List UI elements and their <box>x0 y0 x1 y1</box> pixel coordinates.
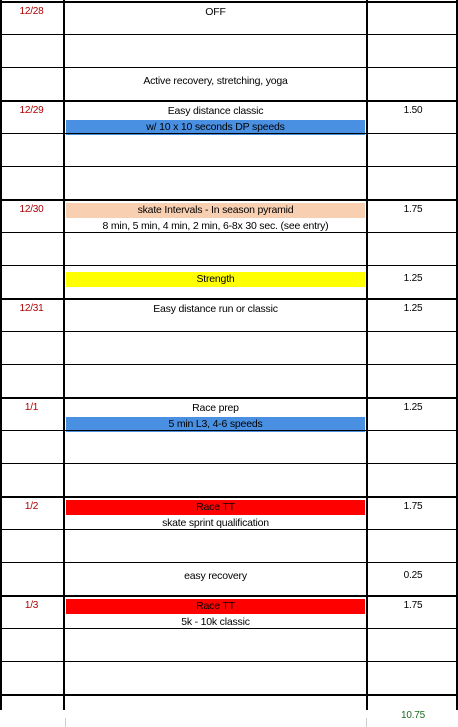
row-divider <box>0 628 458 629</box>
row-divider <box>0 661 458 662</box>
workout-cell[interactable] <box>65 498 366 531</box>
row-divider <box>0 562 458 563</box>
hours-cell[interactable] <box>368 300 458 333</box>
schedule-row <box>0 496 458 531</box>
schedule-row <box>0 100 458 135</box>
row-divider <box>0 166 458 167</box>
date-label: 1/3 <box>24 600 39 611</box>
schedule-row <box>0 232 458 265</box>
schedule-row <box>0 430 458 463</box>
hours-cell[interactable] <box>368 661 458 694</box>
hours-cell[interactable] <box>368 562 458 595</box>
workout-cell[interactable] <box>65 232 366 265</box>
workout-cell[interactable] <box>65 201 366 234</box>
hours-cell[interactable] <box>368 34 458 67</box>
schedule-row <box>0 529 458 562</box>
schedule-row <box>0 562 458 595</box>
hours-value: 1.75 <box>403 501 423 512</box>
hours-cell[interactable] <box>368 166 458 199</box>
hours-value: 1.25 <box>403 402 423 413</box>
schedule-row <box>0 166 458 199</box>
workout-cell[interactable] <box>65 399 366 432</box>
hours-cell[interactable] <box>368 331 458 364</box>
row-divider <box>0 463 458 464</box>
schedule-row <box>0 628 458 661</box>
total-hours-cell[interactable] <box>368 710 458 727</box>
workout-line-1: Active recovery, stretching, yoga <box>143 75 288 87</box>
total-hours: 10.75 <box>400 710 426 721</box>
hours-cell[interactable] <box>368 628 458 661</box>
workout-cell[interactable] <box>65 364 366 397</box>
date-cell[interactable] <box>0 399 63 432</box>
gridline-stub <box>366 718 367 727</box>
workout-line-1: Race prep <box>192 402 239 414</box>
schedule-row <box>0 67 458 100</box>
hours-value: 1.75 <box>403 204 423 215</box>
hours-cell[interactable] <box>368 430 458 463</box>
date-cell[interactable] <box>0 300 63 333</box>
hours-value: 1.50 <box>403 105 423 116</box>
workout-line-1: Race TT <box>196 600 235 612</box>
hours-cell[interactable] <box>368 133 458 166</box>
row-divider <box>0 364 458 365</box>
row-divider <box>0 232 458 233</box>
row-divider <box>0 67 458 68</box>
date-cell[interactable] <box>0 430 63 463</box>
total-row <box>0 710 458 727</box>
schedule-row <box>0 661 458 696</box>
row-divider <box>0 430 458 431</box>
schedule-row <box>0 595 458 630</box>
workout-cell[interactable] <box>65 463 366 496</box>
column-divider <box>0 0 2 710</box>
workout-line-2: 8 min, 5 min, 4 min, 2 min, 6-8x 30 sec. (see entry) <box>102 220 329 232</box>
row-divider <box>0 529 458 530</box>
row-divider <box>0 331 458 332</box>
date-cell[interactable] <box>0 628 63 661</box>
date-cell[interactable] <box>0 529 63 562</box>
hours-cell[interactable] <box>368 364 458 397</box>
hours-cell[interactable] <box>368 463 458 496</box>
hours-cell[interactable] <box>368 67 458 100</box>
schedule-row <box>0 1 458 36</box>
date-cell[interactable] <box>0 364 63 397</box>
schedule-row <box>0 397 458 432</box>
hours-cell[interactable] <box>368 265 458 298</box>
workout-cell[interactable] <box>65 300 366 333</box>
workout-line-1: Strength <box>196 273 235 285</box>
workout-cell[interactable] <box>65 430 366 463</box>
workout-cell[interactable] <box>65 67 366 100</box>
date-label: 1/1 <box>24 402 39 413</box>
hours-cell[interactable] <box>368 399 458 432</box>
schedule-row <box>0 463 458 496</box>
schedule-row <box>0 364 458 397</box>
row-divider <box>0 265 458 266</box>
schedule-row <box>0 199 458 234</box>
workout-line-1: Easy distance classic <box>167 105 264 117</box>
hours-value: 1.25 <box>403 303 423 314</box>
gridline-stub <box>65 718 66 727</box>
workout-cell[interactable] <box>65 3 366 36</box>
hours-cell[interactable] <box>368 597 458 630</box>
hours-cell[interactable] <box>368 232 458 265</box>
date-cell[interactable] <box>0 166 63 199</box>
workout-cell[interactable] <box>65 628 366 661</box>
column-divider <box>366 0 368 710</box>
row-divider <box>0 133 458 134</box>
date-cell[interactable] <box>0 661 63 694</box>
workout-line-1: Race TT <box>196 501 235 513</box>
workout-cell[interactable] <box>65 133 366 166</box>
hours-value: 1.75 <box>403 600 423 611</box>
date-label: 1/2 <box>24 501 39 512</box>
workout-line-2: 5 min L3, 4-6 speeds <box>168 418 263 430</box>
workout-cell[interactable] <box>65 265 366 298</box>
date-cell[interactable] <box>0 232 63 265</box>
date-cell[interactable] <box>0 562 63 595</box>
hours-cell[interactable] <box>368 498 458 531</box>
date-cell[interactable] <box>0 201 63 234</box>
date-cell[interactable] <box>0 34 63 67</box>
workout-cell[interactable] <box>65 166 366 199</box>
date-cell[interactable] <box>0 331 63 364</box>
workout-cell[interactable] <box>65 34 366 67</box>
workout-cell[interactable] <box>65 331 366 364</box>
date-cell[interactable] <box>0 597 63 630</box>
workout-line-1: Easy distance run or classic <box>153 303 278 315</box>
date-label: 12/29 <box>19 105 44 116</box>
hours-cell[interactable] <box>368 3 458 36</box>
date-label: 12/30 <box>19 204 44 215</box>
workout-cell[interactable] <box>65 661 366 694</box>
workout-cell[interactable] <box>65 102 366 135</box>
workout-cell[interactable] <box>65 562 366 595</box>
workout-cell[interactable] <box>65 529 366 562</box>
hours-value: 0.25 <box>403 570 423 581</box>
date-cell[interactable] <box>0 3 63 36</box>
date-cell[interactable] <box>0 67 63 100</box>
date-cell[interactable] <box>0 102 63 135</box>
workout-line-1: easy recovery <box>184 570 247 582</box>
schedule-row <box>0 133 458 166</box>
date-cell[interactable] <box>0 463 63 496</box>
schedule-row <box>0 298 458 333</box>
date-cell[interactable] <box>0 133 63 166</box>
schedule-row <box>0 265 458 298</box>
workout-line-1: skate Intervals - In season pyramid <box>137 204 294 216</box>
workout-line-2: 5k - 10k classic <box>181 616 250 628</box>
hours-cell[interactable] <box>368 102 458 135</box>
workout-line-1: OFF <box>205 6 226 18</box>
date-label: 12/31 <box>19 303 44 314</box>
hours-cell[interactable] <box>368 529 458 562</box>
column-divider <box>63 0 65 710</box>
schedule-row <box>0 331 458 364</box>
hours-cell[interactable] <box>368 201 458 234</box>
schedule-row <box>0 34 458 67</box>
hours-value: 1.25 <box>403 273 423 284</box>
date-cell[interactable] <box>0 265 63 298</box>
row-divider <box>0 34 458 35</box>
date-cell[interactable] <box>0 498 63 531</box>
workout-cell[interactable] <box>65 597 366 630</box>
date-label: 12/28 <box>19 6 44 17</box>
workout-line-2: skate sprint qualification <box>162 517 269 529</box>
workout-line-2: w/ 10 x 10 seconds DP speeds <box>146 121 285 133</box>
